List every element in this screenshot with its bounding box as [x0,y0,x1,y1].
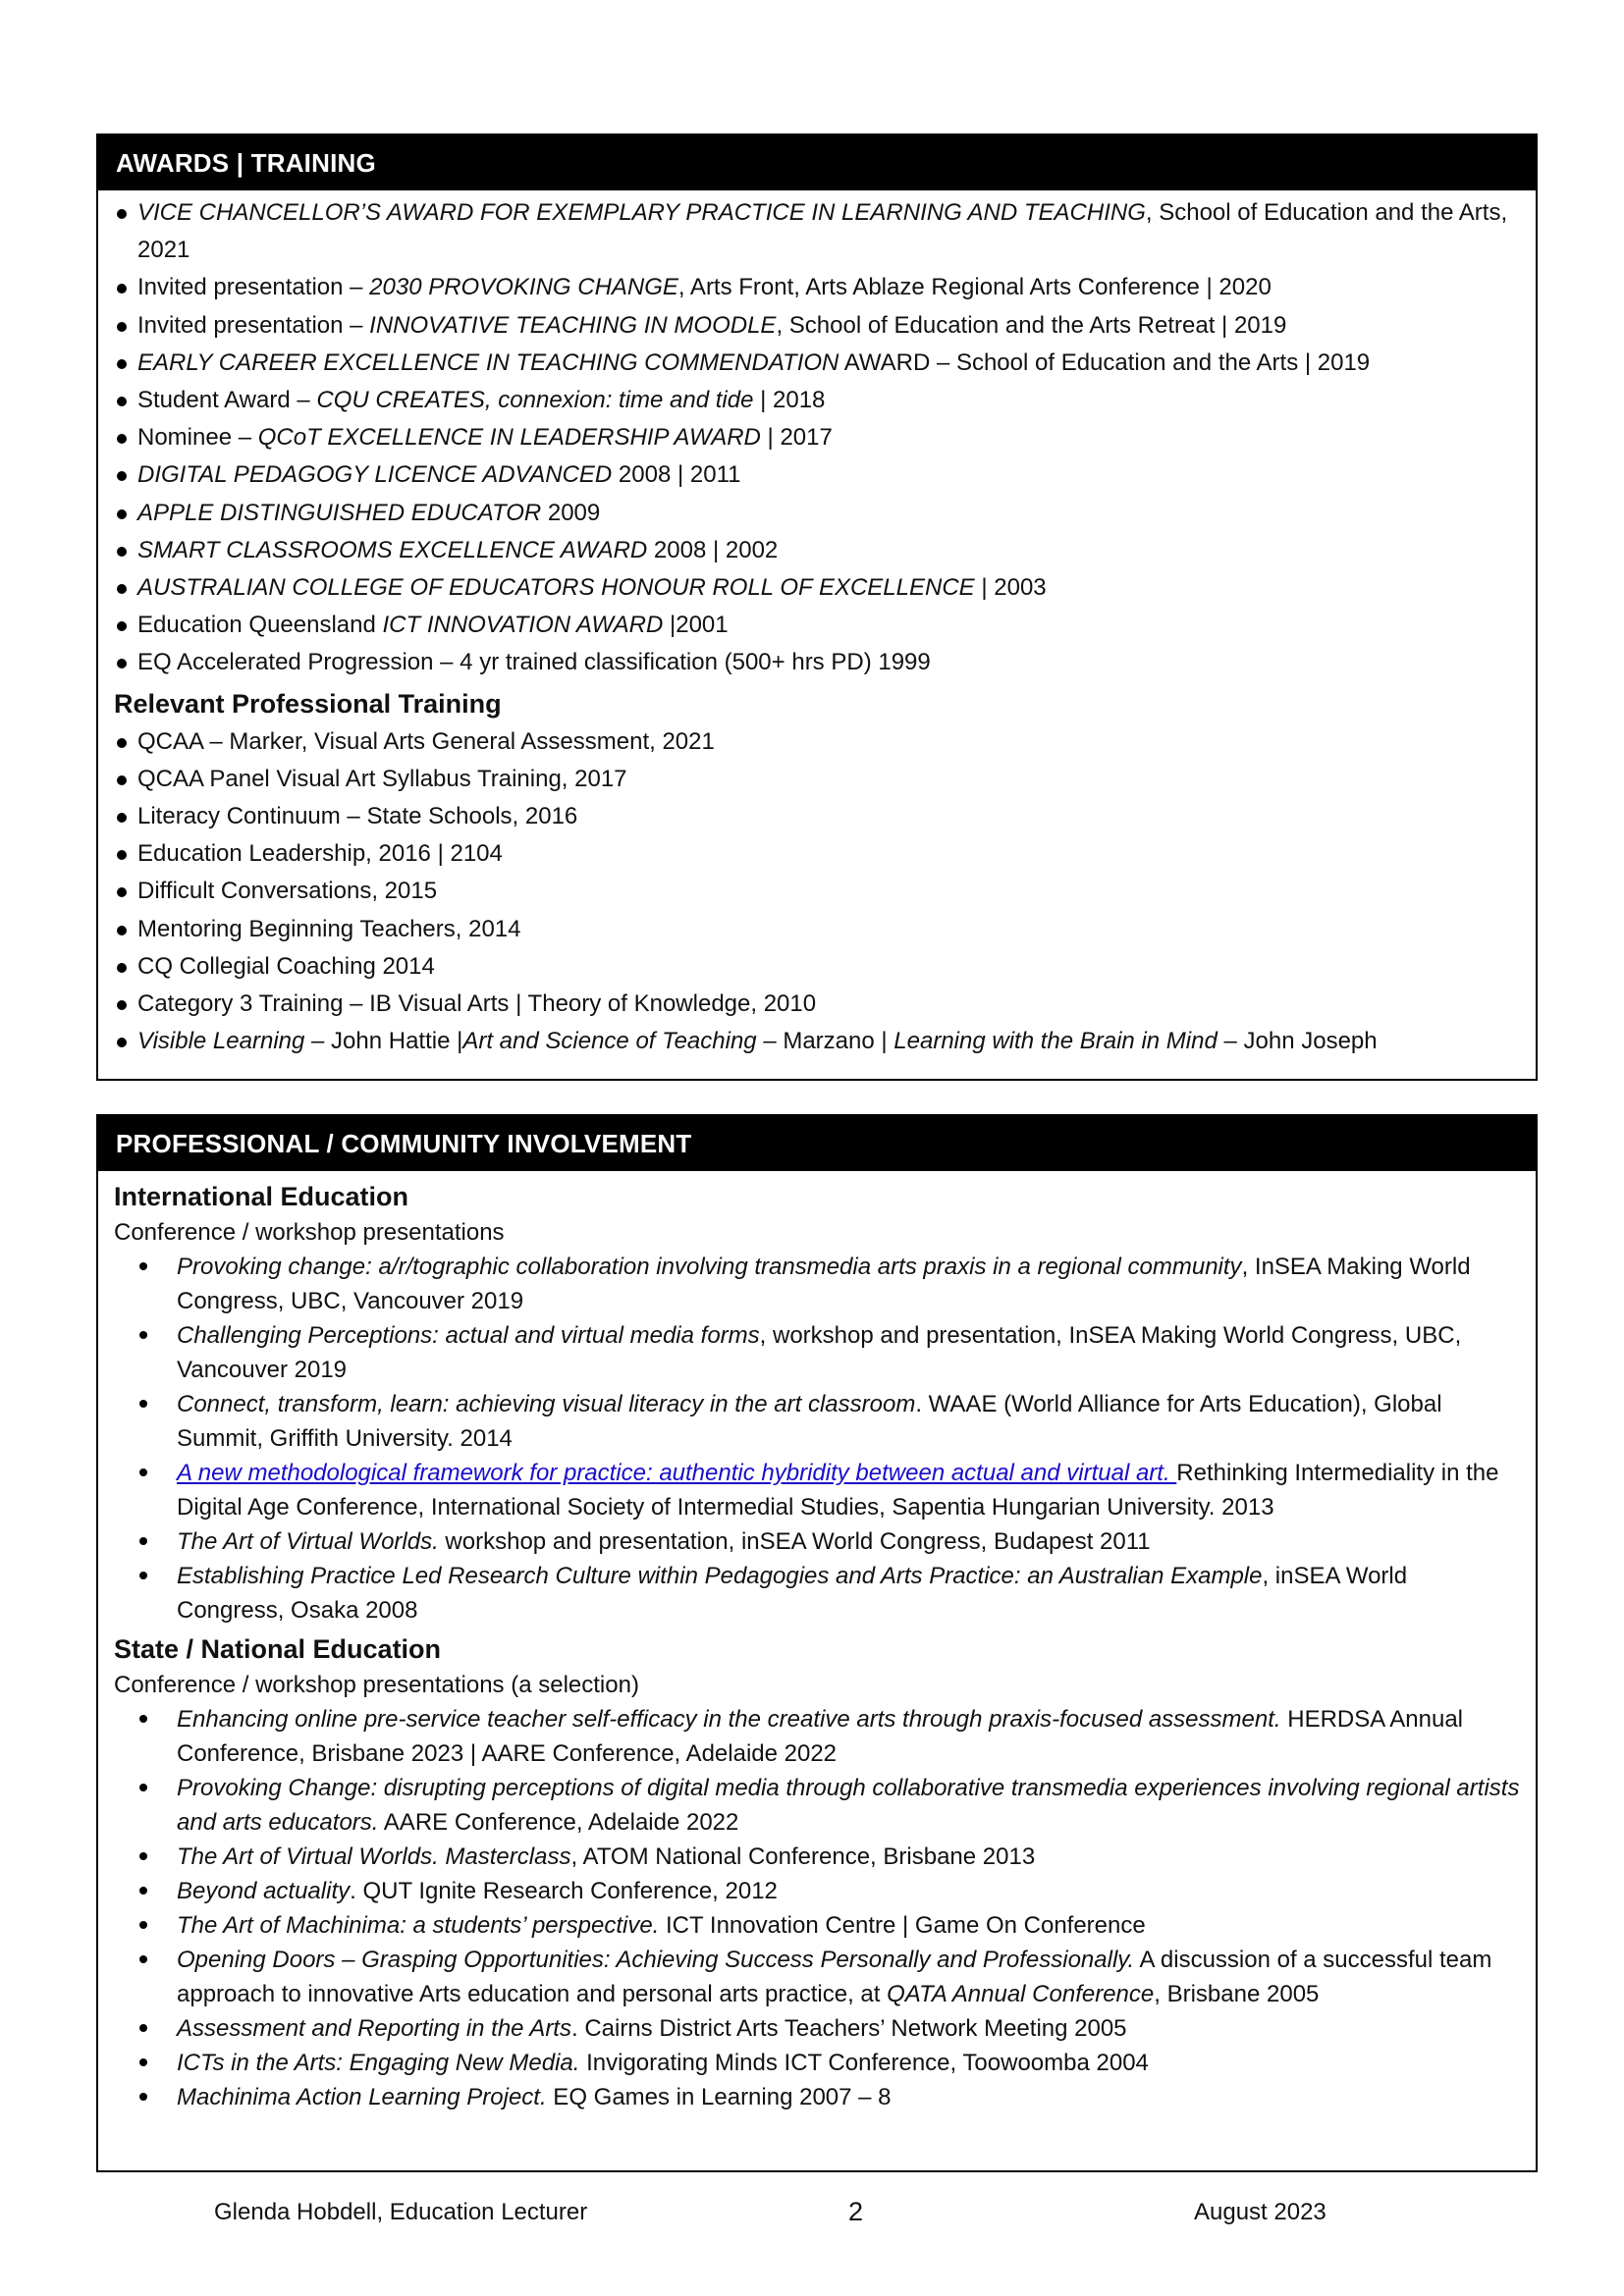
list-item [114,607,1520,644]
list-item [114,2080,1520,2114]
item-text: , Arts Front, Arts Ablaze Regional Arts Conference | 2020 [677,274,1272,301]
item-text: |2001 [663,612,729,639]
community-section-header: PROFESSIONAL / COMMUNITY INVOLVEMENT [98,1116,1536,1171]
item-text: . WAAE (World Alliance for Arts Education), Global Summit, Griffith University. 2014 [177,1391,1442,1452]
list-item [114,798,1520,835]
awards-list [114,194,1520,682]
item-text: , inSEA World Congress, Osaka 2008 [177,1563,1408,1624]
awards-section-header: AWARDS | TRAINING [98,135,1536,190]
state-national-education-subheading: Conference / workshop presentations (a selection) [114,1672,639,1698]
community-section-body [98,1171,1536,2114]
italic-title: ICT INNOVATION AWARD [382,612,664,639]
list-item [114,382,1520,419]
item-text: Invited presentation – [137,311,370,339]
item-text: . Cairns District Arts Teachers’ Network Meeting 2005 [570,2015,1127,2042]
item-text: ICT Innovation Centre | Game On Conference [659,1912,1146,1939]
item-text: Category 3 Training – IB Visual Arts | Theory of Knowledge, 2010 [137,990,817,1018]
italic-title: Assessment and Reporting in the Arts [177,2015,571,2042]
item-text: AARE Conference, Adelaide 2022 [378,1809,739,1836]
item-text: | 2018 [753,387,826,414]
item-text: , InSEA Making World Congress, UBC, Vancouver 2019 [177,1254,1471,1314]
list-item [114,2046,1520,2080]
list-item [114,1559,1520,1628]
italic-title: QATA Annual Conference [887,1981,1155,2007]
item-text: Difficult Conversations, 2015 [137,878,438,905]
state-national-education-heading: State / National Education [114,1634,442,1664]
item-text: CQ Collegial Coaching 2014 [137,952,435,980]
list-item [114,1456,1520,1524]
item-text: Student Award – [137,387,317,414]
italic-title: Machinima Action Learning Project. [177,2084,547,2110]
international-education-subheading: Conference / workshop presentations [114,1219,505,1246]
awards-section [96,133,1538,1081]
item-text: HERDSA Annual Conference, Brisbane 2023 | AARE Conference, Adelaide 2022 [177,1706,1463,1767]
italic-title: Connect, transform, learn: achieving visual literacy in the art classroom [177,1391,916,1417]
item-text: | 2003 [974,574,1047,602]
item-text: Mentoring Beginning Teachers, 2014 [137,915,521,942]
training-list [114,723,1520,1061]
list-item [114,1524,1520,1559]
item-text: QCAA Panel Visual Art Syllabus Training, 2017 [137,765,627,792]
list-item [114,2011,1520,2046]
list-item [114,1874,1520,1908]
item-text: Invited presentation – [137,274,370,301]
italic-title: Art and Science of Teaching [462,1028,764,1055]
list-item [114,873,1520,910]
list-item [114,456,1520,494]
italic-title: ICTs in the Arts: Engaging New Media. [177,2050,580,2076]
list-item [114,532,1520,569]
item-text: , School of Education and the Arts Retreat | 2019 [776,311,1287,339]
list-item [114,1318,1520,1387]
item-text: | 2017 [760,424,833,452]
item-text: – John Hattie | [304,1028,463,1055]
list-item [114,986,1520,1023]
list-item [114,1250,1520,1318]
list-item [114,569,1520,607]
italic-title: VICE CHANCELLOR’S AWARD FOR EXEMPLARY PRACTICE IN LEARNING AND TEACHING [137,199,1146,226]
item-text: Nominee – [137,424,258,452]
list-item [114,1908,1520,1943]
community-section [96,1114,1538,2172]
list-item [114,761,1520,798]
footer-date: August 2023 [1194,2199,1326,2225]
item-text: 2008 | 2002 [647,536,779,563]
list-item [114,1771,1520,1840]
italic-title: Establishing Practice Led Research Culture within Pedagogies and Arts Practice: an Australian Example [177,1563,1263,1589]
italic-title: Enhancing online pre-service teacher self-efficacy in the creative arts through praxis-focused assessment. [177,1706,1281,1733]
italic-title: AUSTRALIAN COLLEGE OF EDUCATORS HONOUR ROLL OF EXCELLENCE [137,574,975,602]
item-text: Invigorating Minds ICT Conference, Toowoomba 2004 [579,2050,1149,2076]
list-item [114,911,1520,948]
item-text: , School of Education and the Arts, 2021 [137,199,1508,264]
list-item [114,419,1520,456]
italic-title: Provoking change: a/r/tographic collaboration involving transmedia arts praxis in a regional community [177,1254,1242,1280]
list-item [114,835,1520,873]
item-text: Rethinking Intermediality in the Digital Age Conference, International Society of Intermedial Studies, Sapentia Hungarian University. 2013 [177,1460,1499,1521]
list-item [114,1943,1520,2011]
italic-title: APPLE DISTINGUISHED EDUCATOR [137,499,542,526]
item-text: AWARD – School of Education and the Arts | 2019 [839,348,1371,376]
list-item [114,1387,1520,1456]
international-presentations-list [114,1250,1520,1628]
list-item [114,723,1520,761]
italic-title: Provoking Change: disrupting perceptions of digital media through collaborative transmedia experiences involving regional artists and arts educators. [177,1775,1520,1836]
footer-page-number: 2 [848,2197,864,2226]
italic-title: Visible Learning [137,1028,305,1055]
italic-title: Opening Doors – Grasping Opportunities: Achieving Success Personally and Professionally. [177,1947,1135,1973]
item-text: EQ Games in Learning 2007 – 8 [546,2084,892,2110]
italic-title: INNOVATIVE TEACHING IN MOODLE [369,311,777,339]
item-text: Education Leadership, 2016 | 2104 [137,840,503,868]
paper-link[interactable]: A new methodological framework for practice: authentic hybridity between actual and virtual art. [177,1460,1177,1486]
item-text: QCAA – Marker, Visual Arts General Assessment, 2021 [137,727,715,755]
footer-author: Glenda Hobdell, Education Lecturer [214,2199,588,2225]
item-text: A discussion of a successful team approach to innovative Arts education and personal arts practice, at [177,1947,1492,2007]
item-text: workshop and presentation, inSEA World Congress, Budapest 2011 [438,1528,1151,1555]
item-text: EQ Accelerated Progression – 4 yr trained classification (500+ hrs PD) 1999 [137,649,931,676]
italic-title: Learning with the Brain in Mind [893,1028,1218,1055]
italic-title: The Art of Virtual Worlds. [177,1528,439,1555]
list-item [114,269,1520,306]
item-text: , Brisbane 2005 [1154,1981,1320,2007]
italic-title: QCoT EXCELLENCE IN LEADERSHIP AWARD [257,424,761,452]
italic-title: Challenging Perceptions: actual and virtual media forms [177,1322,760,1349]
italic-title: EARLY CAREER EXCELLENCE IN TEACHING COMMENDATION [137,348,839,376]
item-text: 2009 [541,499,601,526]
item-text: . QUT Ignite Research Conference, 2012 [350,1878,778,1904]
training-heading: Relevant Professional Training [114,688,502,719]
international-education-heading: International Education [114,1182,409,1211]
item-text: , workshop and presentation, InSEA Making World Congress, UBC, Vancouver 2019 [177,1322,1462,1383]
item-text: Education Queensland [137,612,383,639]
awards-section-body [98,190,1536,1060]
italic-title: The Art of Virtual Worlds. Masterclass [177,1843,571,1870]
list-item [114,644,1520,681]
list-item [114,948,1520,986]
list-item [114,1702,1520,1771]
list-item [114,1840,1520,1874]
italic-title: Beyond actuality [177,1878,351,1904]
list-item [114,194,1520,269]
list-item [114,495,1520,532]
italic-title: CQU CREATES, connexion: time and tide [316,387,754,414]
item-text: 2008 | 2011 [612,461,741,489]
item-text: , ATOM National Conference, Brisbane 2013 [570,1843,1036,1870]
italic-title: SMART CLASSROOMS EXCELLENCE AWARD [137,536,648,563]
italic-title: The Art of Machinima: a students’ perspective. [177,1912,660,1939]
item-text: – John Joseph [1217,1028,1378,1055]
italic-title: 2030 PROVOKING CHANGE [369,274,678,301]
list-item [114,1023,1520,1060]
state-presentations-list [114,1702,1520,2114]
item-text: Literacy Continuum – State Schools, 2016 [137,803,578,830]
italic-title: DIGITAL PEDAGOGY LICENCE ADVANCED [137,461,613,489]
list-item [114,307,1520,345]
item-text: – Marzano | [763,1028,894,1055]
list-item [114,345,1520,382]
